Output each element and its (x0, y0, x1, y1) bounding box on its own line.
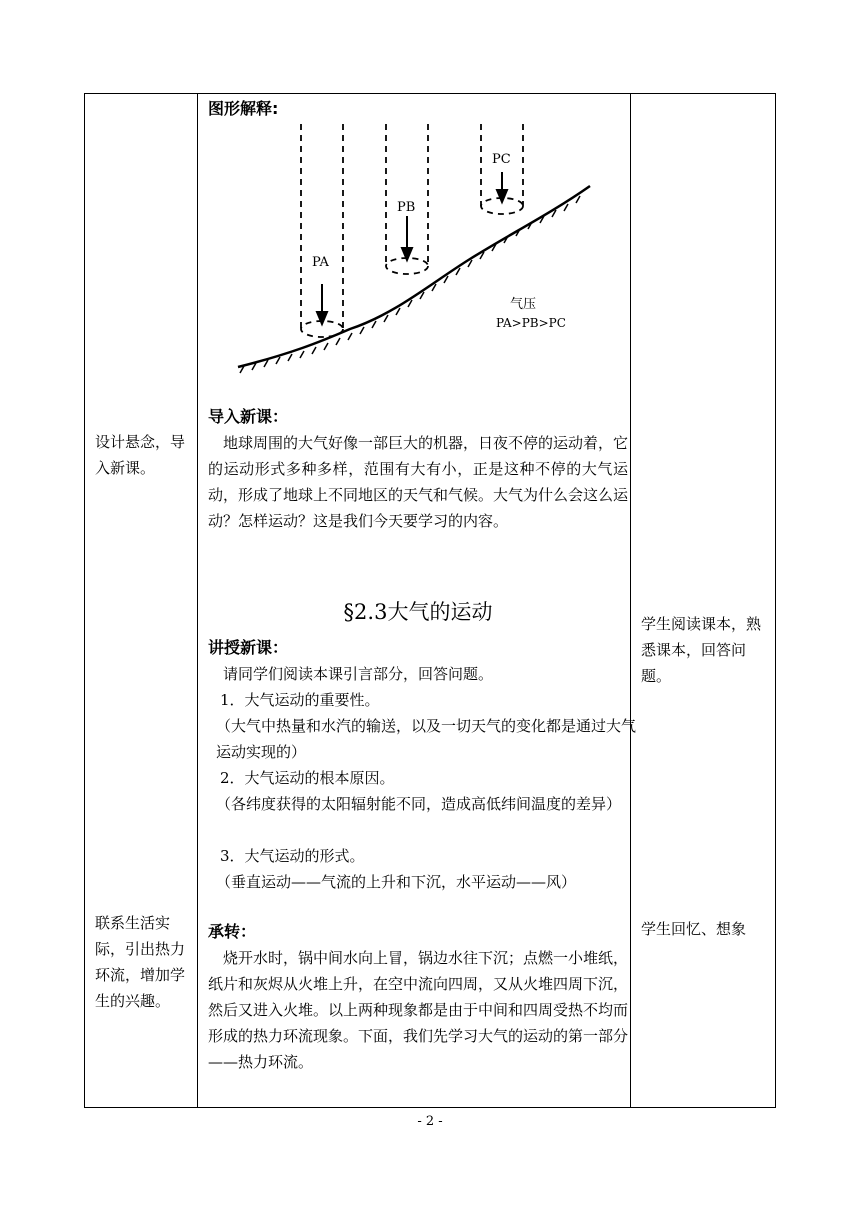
student-activity-1: 学生阅读课本，熟悉课本，回答问题。 (641, 615, 762, 685)
design-note-2: 联系生活实际，引出热力环流，增加学生的兴趣。 (95, 914, 186, 1010)
figure-heading: 图形解释: (208, 99, 279, 118)
label-pb: PB (397, 200, 416, 215)
section-title: §2.3大气的运动 (343, 600, 493, 624)
intro-text: 地球周围的大气好像一部巨大的机器，日夜不停的运动着，它的运动形式多种多样，范围有大有小，正是这种不停的大气运动，形成了地球上不同地区的天气和气候。大气为什么会这么运动？怎样运动？这是我们今天要学习的内容。 (208, 434, 629, 530)
label-pa: PA (312, 255, 329, 270)
column-divider (630, 94, 631, 1107)
design-note-1: 设计悬念，导入新课。 (95, 433, 186, 477)
air-pressure-diagram (230, 124, 600, 374)
intro-heading: 导入新课： (208, 407, 289, 426)
question-3: 3．大气运动的形式。 (220, 847, 365, 865)
answer-3: （垂直运动——气流的上升和下沉，水平运动——风） (216, 873, 577, 891)
page-number: - 2 - (417, 1114, 443, 1129)
student-activity-2: 学生回忆、想象 (641, 920, 747, 938)
legend-relation: PA>PB>PC (496, 316, 566, 330)
column-divider (197, 94, 198, 1107)
answer-1: （大气中热量和水汽的输送，以及一切天气的变化都是通过大气运动实现的） (216, 717, 637, 761)
legend-title: 气压 (510, 297, 537, 312)
transition-text: 烧开水时，锅中间水向上冒，锅边水往下沉；点燃一小堆纸，纸片和灰烬从火堆上升，在空中流向四周，又从火堆四周下沉，然后又进入火堆。以上两种现象都是由于中间和四周受热不均而形成的热力环流现象。下面，我们先学习大气的运动的第一部分——热力环流。 (208, 949, 629, 1071)
label-pc: PC (492, 152, 511, 167)
transition-heading: 承转： (208, 922, 257, 941)
question-1: 1．大气运动的重要性。 (220, 691, 380, 709)
lecture-heading: 讲授新课： (208, 638, 289, 657)
lecture-prompt: 请同学们阅读本课引言部分，回答问题。 (223, 665, 494, 683)
lesson-table (84, 93, 776, 1108)
question-2: 2．大气运动的根本原因。 (220, 769, 395, 787)
answer-2: （各纬度获得的太阳辐射能不同，造成高低纬间温度的差异） (216, 795, 622, 813)
